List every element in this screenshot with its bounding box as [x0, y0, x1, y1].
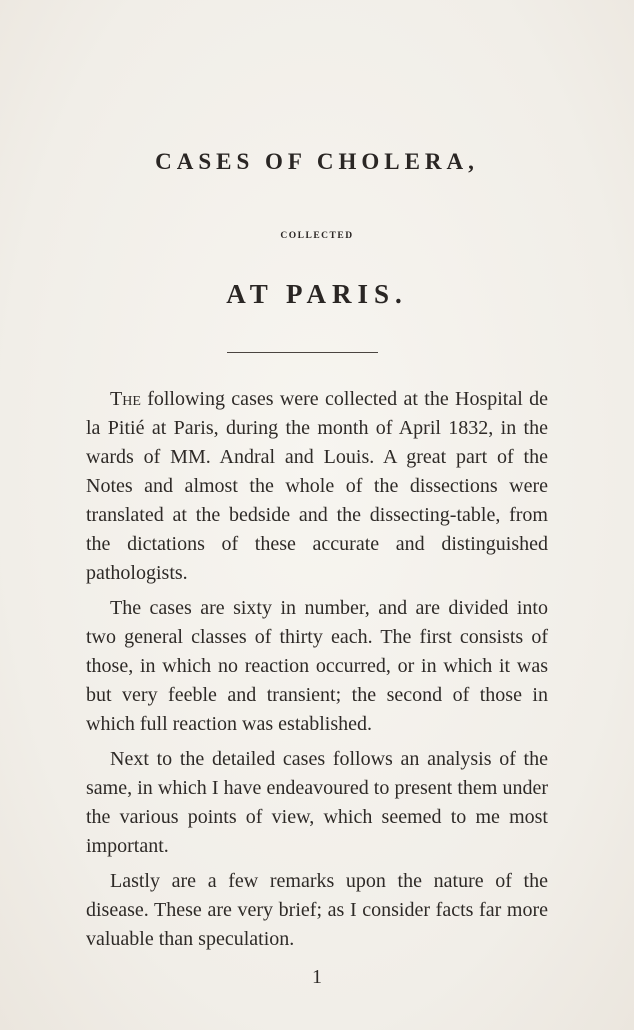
paragraph-3: Next to the detailed cases follows an analysis of the same, in which I have endeavoured to present them under the various points of view, which seemed to me most important.	[86, 748, 548, 857]
paragraph-1-text: following cases were collected at the Hospital de la Pitié at Paris, during the month of April 1832, in the wards of MM. Andral and Louis. A great part of the Notes and almost the whole of the dissections were translated at the bedside and the dissecting-table, from the dictations of these accurate and distinguished pathologists.	[86, 388, 548, 584]
paragraph-1-lead: The	[110, 388, 141, 410]
page-number: 1	[312, 966, 322, 988]
paragraph-2: The cases are sixty in number, and are divided into two general classes of thirty each. The first consists of those, in which no reaction occurred, or in which it was but very feeble and transient; the second of those in which full reaction was established.	[86, 597, 548, 735]
title-cases-of-cholera: CASES OF CHOLERA,	[155, 149, 479, 174]
title-at-paris: AT PARIS.	[226, 279, 408, 309]
paragraph-4: Lastly are a few remarks upon the nature of the disease. These are very brief; as I consider facts far more valuable than speculation.	[86, 870, 548, 950]
title-divider-rule	[227, 352, 378, 353]
subtitle-collected: COLLECTED	[280, 231, 354, 241]
body-text	[86, 385, 548, 954]
paragraph-1	[86, 385, 548, 588]
